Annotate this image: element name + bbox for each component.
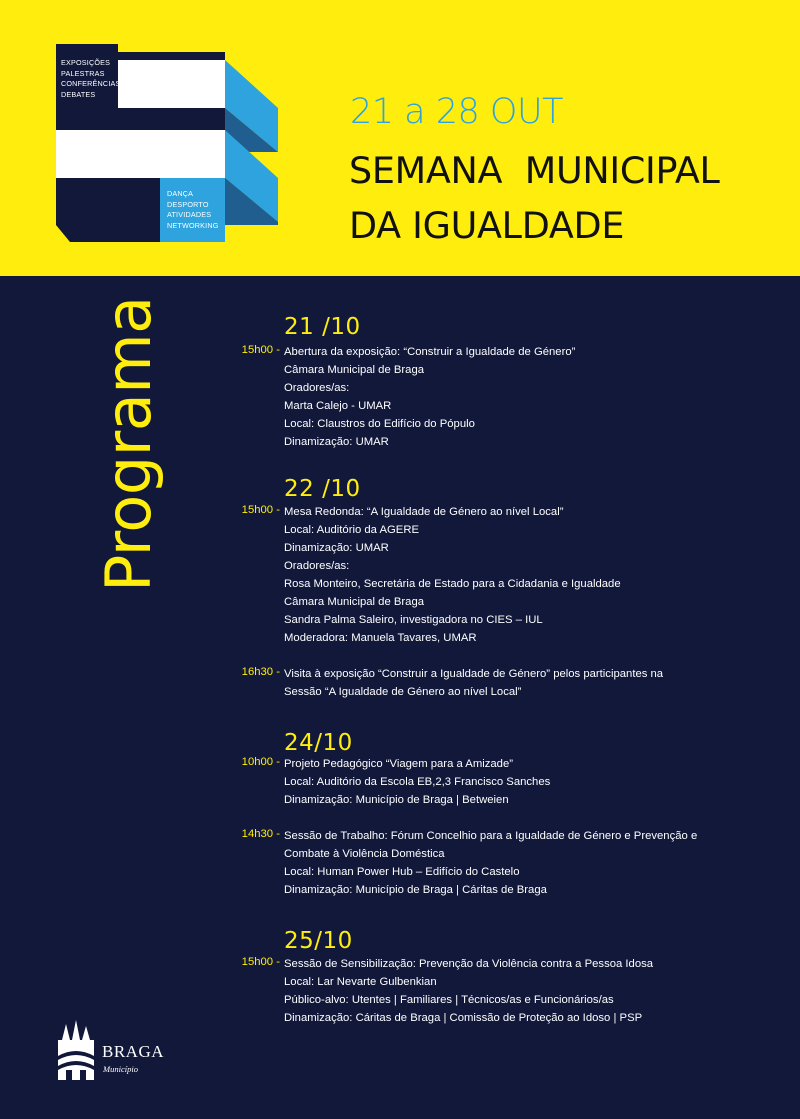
event-detail-line: Público-alvo: Utentes | Familiares | Técnicos/as e Funcionários/as [284, 994, 614, 1006]
event-detail-line: Sessão “A Igualdade de Género ao nível Local” [284, 686, 522, 698]
header-banner [0, 0, 800, 276]
event-detail-line: Marta Calejo - UMAR [284, 400, 392, 412]
event-dates: 21 a 28 OUT [350, 92, 563, 132]
day-heading: 25/10 [284, 928, 353, 954]
event-time: 15h00 - [241, 956, 280, 968]
event-detail-line: Sandra Palma Saleiro, investigadora no CIES – IUL [284, 614, 543, 626]
event-time: 16h30 - [241, 666, 280, 678]
braga-name: BRAGA [102, 1042, 165, 1061]
event-detail-line: Local: Human Power Hub – Edifício do Castelo [284, 866, 520, 878]
day-heading: 21 /10 [284, 314, 361, 340]
event-detail-line: Local: Claustros do Edifício do Pópulo [284, 418, 475, 430]
program-side-title: Programa [92, 296, 165, 592]
event-detail-line: Dinamização: UMAR [284, 542, 389, 554]
event-logo [0, 0, 300, 276]
event-time: 10h00 - [241, 756, 280, 768]
event-title-line2: DA IGUALDADE [349, 204, 625, 247]
event-detail-line: Local: Lar Nevarte Gulbenkian [284, 976, 437, 988]
event-detail-line: Combate à Violência Doméstica [284, 848, 445, 860]
event-detail-line: Oradores/as: [284, 560, 350, 572]
braga-logo [52, 1020, 182, 1085]
event-detail-line: Rosa Monteiro, Secretária de Estado para a Cidadania e Igualdade [284, 578, 621, 590]
event-detail-line: Abertura da exposição: “Construir a Igualdade de Género” [284, 346, 576, 358]
event-detail-line: Sessão de Trabalho: Fórum Concelhio para a Igualdade de Género e Prevenção e [284, 830, 698, 842]
event-detail-line: Moderadora: Manuela Tavares, UMAR [284, 632, 477, 644]
logo-graphic [0, 0, 300, 276]
event-detail-line: Câmara Municipal de Braga [284, 364, 425, 376]
event-title-line1: SEMANA MUNICIPAL [349, 149, 720, 192]
event-time: 14h30 - [241, 828, 280, 840]
day-heading: 22 /10 [284, 476, 361, 502]
event-detail-line: Dinamização: Cáritas de Braga | Comissão de Proteção ao Idoso | PSP [284, 1012, 643, 1024]
event-time: 15h00 - [241, 504, 280, 516]
event-detail-line: Projeto Pedagógico “Viagem para a Amizade” [284, 758, 514, 770]
braga-crest-icon [52, 1020, 100, 1082]
event-time: 15h00 - [241, 344, 280, 356]
event-detail-line: Dinamização: Município de Braga | Cáritas de Braga [284, 884, 547, 896]
day-heading: 24/10 [284, 730, 353, 756]
event-detail-line: Local: Auditório da AGERE [284, 524, 420, 536]
logo-top-text: EXPOSIÇÕES PALESTRAS CONFERÊNCIAS DEBATES [61, 58, 121, 99]
event-detail-line: Câmara Municipal de Braga [284, 596, 425, 608]
event-detail-line: Dinamização: Município de Braga | Betweien [284, 794, 509, 806]
event-detail-line: Oradores/as: [284, 382, 350, 394]
event-detail-line: Visita à exposição “Construir a Igualdade de Género” pelos participantes na [284, 668, 664, 680]
braga-sub: Município [103, 1064, 138, 1074]
event-detail-line: Mesa Redonda: “A Igualdade de Género ao nível Local” [284, 506, 564, 518]
logo-bottom-text: DANÇA DESPORTO ATIVIDADES NETWORKING [167, 189, 219, 230]
event-detail-line: Local: Auditório da Escola EB,2,3 Francisco Sanches [284, 776, 551, 788]
event-detail-line: Dinamização: UMAR [284, 436, 389, 448]
event-detail-line: Sessão de Sensibilização: Prevenção da Violência contra a Pessoa Idosa [284, 958, 654, 970]
